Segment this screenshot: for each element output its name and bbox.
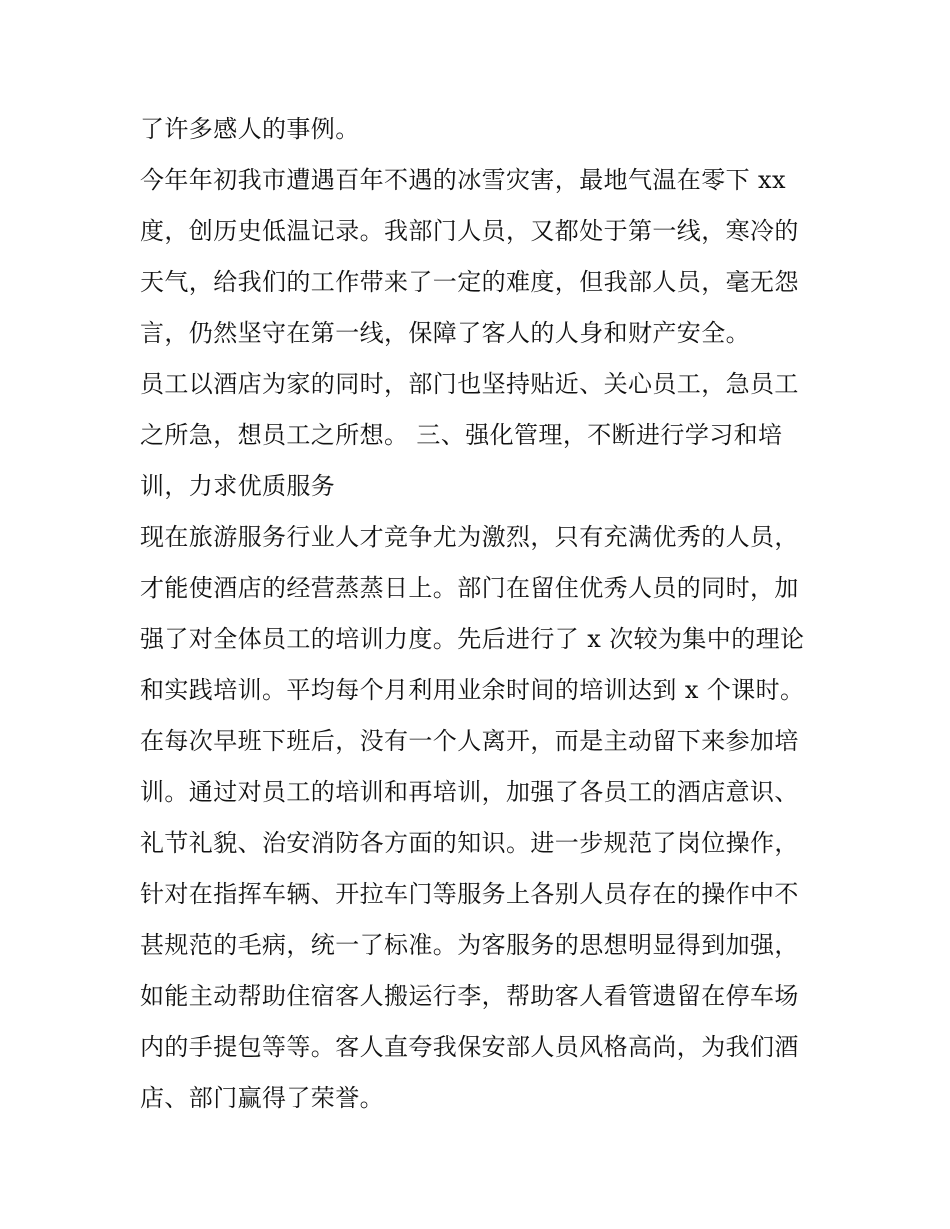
text-line: 了许多感人的事例。 xyxy=(140,115,360,143)
text-line: 店、部门赢得了荣誉。 xyxy=(140,1084,384,1112)
text-line: 内的手提包等等。客人直夸我保安部人员风格高尚，为我们酒 xyxy=(140,1033,799,1061)
text-line: 员工以酒店为家的同时，部门也坚持贴近、关心员工，急员工 xyxy=(140,370,799,398)
text-line: 礼节礼貌、治安消防各方面的知识。进一步规范了岗位操作， xyxy=(140,829,799,857)
text-line: 才能使酒店的经营蒸蒸日上。部门在留住优秀人员的同时，加 xyxy=(140,574,799,602)
text-line: 针对在指挥车辆、开拉车门等服务上各别人员存在的操作中不 xyxy=(140,880,799,908)
text-line: 和实践培训。平均每个月利用业余时间的培训达到 x 个课时。 xyxy=(140,676,805,704)
text-line: 度，创历史低温记录。我部门人员，又都处于第一线，寒冷的 xyxy=(140,217,799,245)
text-line: 之所急，想员工之所想。 三、强化管理，不断进行学习和培 xyxy=(140,421,783,449)
text-line: 训，力求优质服务 xyxy=(140,472,336,500)
text-line: 在每次早班下班后，没有一个人离开，而是主动留下来参加培 xyxy=(140,727,799,755)
text-line: 如能主动帮助住宿客人搬运行李，帮助客人看管遗留在停车场 xyxy=(140,982,799,1010)
text-line: 训。通过对员工的培训和再培训，加强了各员工的酒店意识、 xyxy=(140,778,799,806)
text-line: 天气，给我们的工作带来了一定的难度，但我部人员，毫无怨 xyxy=(140,268,799,296)
document-body xyxy=(140,104,820,1124)
text-line: 今年年初我市遭遇百年不遇的冰雪灾害，最地气温在零下 xx xyxy=(140,166,786,194)
text-line: 现在旅游服务行业人才竞争尤为激烈，只有充满优秀的人员， xyxy=(140,523,799,551)
text-line: 言，仍然坚守在第一线，保障了客人的人身和财产安全。 xyxy=(140,319,750,347)
text-line: 甚规范的毛病，统一了标准。为客服务的思想明显得到加强， xyxy=(140,931,799,959)
text-line: 强了对全体员工的培训力度。先后进行了 x 次较为集中的理论 xyxy=(140,625,805,653)
